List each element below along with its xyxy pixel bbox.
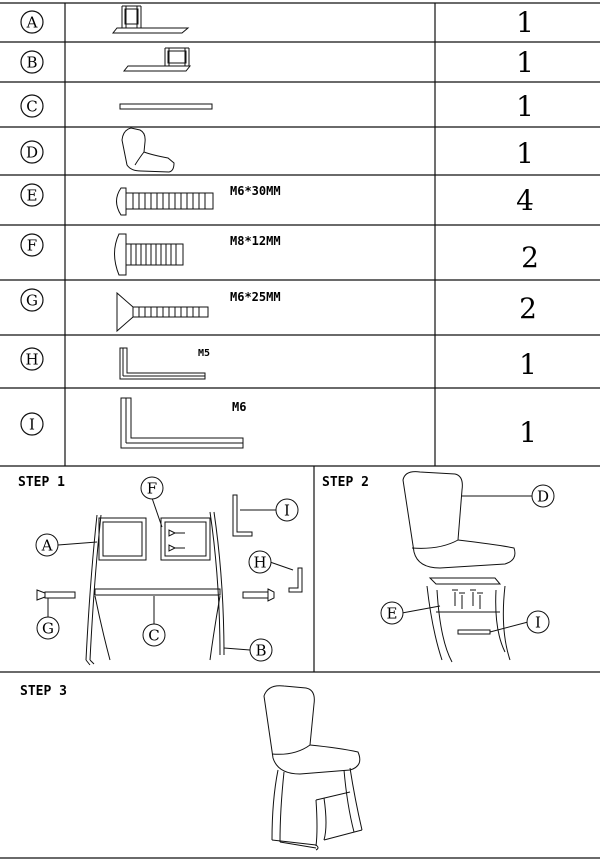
spec-g: M6*25MM	[230, 290, 281, 304]
step-2-title: STEP 2	[322, 475, 369, 490]
callout-a-text: A	[41, 536, 53, 555]
callout-i2	[527, 611, 549, 633]
assembled-chair-icon	[264, 686, 362, 850]
callout-e-text: E	[386, 604, 398, 623]
callout-g-text: G	[42, 619, 54, 638]
part-letters	[21, 11, 43, 435]
countersunk-bolt-icon	[117, 293, 208, 331]
long-bolt-icon	[117, 188, 214, 215]
callout-g	[37, 617, 59, 639]
part-letter-h	[21, 348, 43, 370]
qty-h: 1	[519, 348, 537, 381]
spec-e: M6*30MM	[230, 184, 281, 198]
part-letter-g	[21, 289, 43, 311]
callout-f	[141, 477, 163, 499]
seat-frame-icon	[113, 6, 188, 33]
part-quantities	[516, 6, 539, 449]
base-frame-icon	[124, 48, 190, 71]
qty-b: 1	[516, 46, 534, 79]
spec-h: M5	[198, 348, 211, 359]
part-letter-a	[21, 11, 43, 33]
part-letter-a-text: A	[26, 13, 38, 32]
step-2-diagram	[402, 472, 532, 662]
qty-c: 1	[516, 90, 534, 123]
part-letter-c-text: C	[26, 97, 38, 116]
short-bolt-icon	[115, 234, 184, 275]
part-letter-f	[21, 234, 43, 256]
part-letter-h-text: H	[25, 350, 39, 369]
seat-shell-icon	[122, 128, 174, 172]
qty-d: 1	[516, 137, 534, 170]
part-specs	[198, 184, 281, 414]
qty-i: 1	[519, 416, 537, 449]
step-1-title: STEP 1	[18, 475, 65, 490]
callout-c-text: C	[148, 626, 160, 645]
qty-g: 2	[519, 292, 537, 325]
callout-c	[143, 624, 165, 646]
callout-e	[381, 602, 403, 624]
callout-f-text: F	[146, 479, 158, 498]
small-allen-key-icon	[120, 348, 205, 379]
part-letter-e	[21, 184, 43, 206]
callout-h-text: H	[253, 553, 267, 572]
callout-i-text: I	[284, 501, 290, 520]
part-letter-b-text: B	[26, 53, 38, 72]
large-allen-key-icon	[121, 398, 243, 448]
callout-h	[249, 551, 271, 573]
part-letter-f-text: F	[26, 236, 38, 255]
callout-b	[250, 639, 272, 661]
part-letter-d	[21, 141, 43, 163]
callout-d	[532, 485, 554, 507]
callout-i	[276, 499, 298, 521]
part-letter-e-text: E	[26, 186, 38, 205]
step-panel-borders	[0, 466, 600, 858]
callout-d-text: D	[536, 487, 550, 506]
step-3-title: STEP 3	[20, 684, 67, 699]
spec-i: M6	[232, 400, 247, 414]
callout-i2-text: I	[535, 613, 541, 632]
part-letter-g-text: G	[26, 291, 38, 310]
spec-f: M8*12MM	[230, 234, 281, 248]
part-letter-i-text: I	[29, 415, 35, 434]
qty-f: 2	[521, 241, 539, 274]
callout-a	[36, 534, 58, 556]
step-1-callouts	[36, 477, 298, 661]
part-letter-i	[21, 413, 43, 435]
callout-b-text: B	[255, 641, 267, 660]
part-letter-b	[21, 51, 43, 73]
crossbar-icon	[120, 104, 212, 109]
parts-table	[0, 3, 600, 466]
qty-a: 1	[516, 6, 534, 39]
qty-e: 4	[516, 184, 534, 217]
part-letter-c	[21, 95, 43, 117]
part-letter-d-text: D	[25, 143, 39, 162]
